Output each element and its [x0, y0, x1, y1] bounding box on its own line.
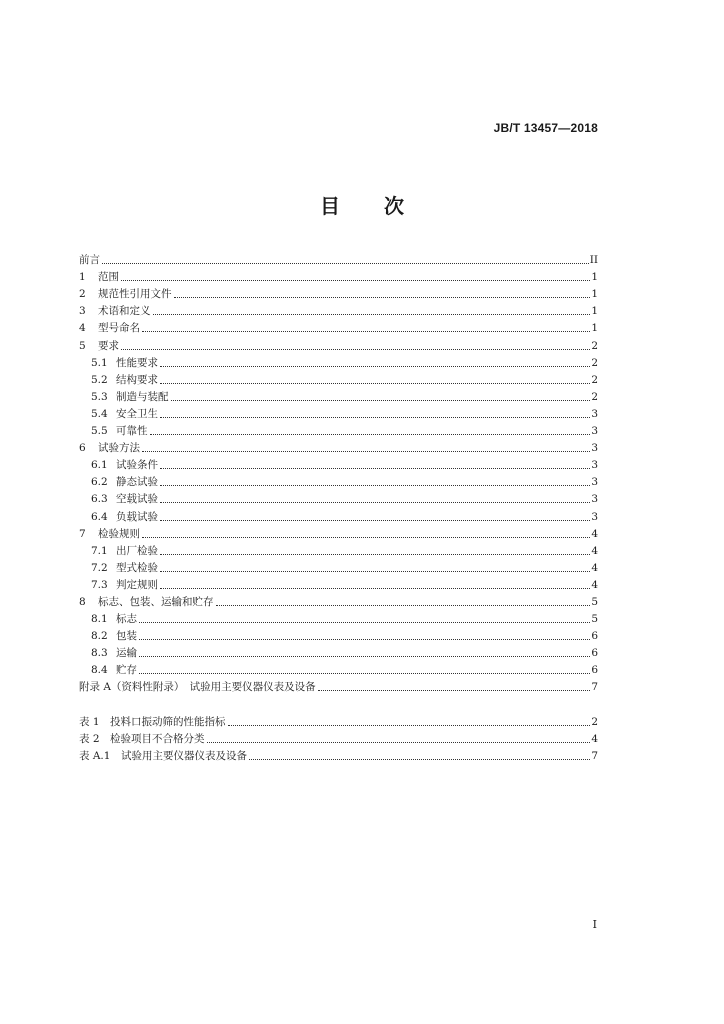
toc-entry-label	[91, 647, 137, 660]
toc-entry-text: 标志、包装、运输和贮存	[98, 595, 214, 608]
toc-entry[interactable]	[79, 677, 598, 694]
dot-leader	[121, 279, 590, 281]
toc-entry-text: 出厂检验	[116, 544, 158, 557]
dot-leader	[160, 587, 590, 589]
toc-entry[interactable]	[79, 250, 598, 267]
toc-entry-page: 4	[591, 544, 598, 557]
toc-entry-page: 7	[591, 749, 598, 762]
toc-entry-text: 制造与装配	[116, 390, 169, 403]
toc-entry[interactable]	[79, 472, 598, 489]
dot-leader	[150, 433, 591, 435]
toc-entry-label	[79, 340, 119, 353]
title-char-2: 次	[384, 194, 404, 218]
toc-entry-label	[79, 442, 140, 455]
toc-entry-label	[91, 664, 137, 677]
toc-entry[interactable]	[79, 370, 598, 387]
toc-entry[interactable]	[79, 746, 598, 763]
toc-entry-text: 负载试验	[116, 510, 158, 523]
toc-entry-page: II	[589, 254, 598, 267]
dot-leader	[139, 638, 590, 640]
toc-entry[interactable]	[79, 267, 598, 284]
dot-leader	[160, 519, 590, 521]
dot-leader	[160, 553, 590, 555]
toc-entry[interactable]	[79, 387, 598, 404]
toc-entry-text: 可靠性	[116, 425, 148, 438]
toc-entry-number: 7	[79, 527, 86, 540]
dot-leader	[102, 262, 589, 264]
toc-entry-label	[79, 733, 205, 746]
toc-entry-text: 静态试验	[116, 476, 158, 489]
toc-entry-page: 5	[591, 595, 598, 608]
toc-entry-text: 表 2 检验项目不合格分类	[79, 732, 205, 745]
toc-entry-text: 附录 A（资料性附录） 试验用主要仪器仪表及设备	[79, 681, 316, 694]
toc-entry[interactable]	[79, 318, 598, 335]
toc-entry-label	[79, 681, 316, 694]
toc-entry-number: 8.4	[91, 664, 108, 677]
toc-entry-text: 表 A.1 试验用主要仪器仪表及设备	[79, 749, 247, 762]
page-title	[0, 190, 724, 219]
toc-entry[interactable]	[79, 506, 598, 523]
dot-leader	[171, 399, 591, 401]
toc-entry-number: 5.4	[91, 407, 108, 420]
toc-entry-page: 1	[591, 305, 598, 318]
toc-entry-number: 5.1	[91, 356, 108, 369]
toc-entry-page: 2	[591, 339, 598, 352]
toc-entry[interactable]	[79, 284, 598, 301]
toc-entry[interactable]	[79, 489, 598, 506]
toc-entry-text: 性能要求	[116, 356, 158, 369]
toc-entry-number: 5.3	[91, 390, 108, 403]
toc-entry-label	[79, 528, 140, 541]
toc-entry-label	[91, 511, 158, 524]
toc-entry-page: 6	[591, 664, 598, 677]
dot-leader	[139, 621, 590, 623]
toc-entry-page: 2	[591, 715, 598, 728]
toc-entry-page: 4	[591, 732, 598, 745]
toc-entry-label	[91, 459, 158, 472]
toc-entry[interactable]	[79, 335, 598, 352]
toc-entry[interactable]	[79, 558, 598, 575]
toc-entry-label	[91, 562, 158, 575]
toc-entry-text: 前言	[79, 254, 100, 267]
toc-entry-label	[79, 596, 214, 609]
toc-entry-number: 6.2	[91, 476, 108, 489]
dot-leader	[160, 365, 590, 367]
dot-leader	[153, 313, 591, 315]
toc-entry-label	[91, 391, 169, 404]
toc-entry-page: 2	[591, 373, 598, 386]
toc-entry-label	[91, 613, 137, 626]
toc-entry-page: 4	[591, 527, 598, 540]
toc-entry-label	[79, 750, 247, 763]
toc-entry-text: 型号命名	[98, 322, 140, 335]
toc-entry-number: 6.1	[91, 459, 108, 472]
toc-entry-label	[91, 493, 158, 506]
toc-entry-label	[91, 425, 148, 438]
toc-entry-number: 7.1	[91, 544, 108, 557]
toc-entry-page: 3	[591, 442, 598, 455]
toc-entry-text: 运输	[116, 647, 137, 660]
toc-entry-page: 6	[591, 647, 598, 660]
dot-leader	[142, 330, 590, 332]
toc-entry-text: 试验方法	[98, 442, 140, 455]
toc-entry[interactable]	[79, 729, 598, 746]
toc-entry-page: 1	[591, 288, 598, 301]
toc-entry-page: 3	[591, 425, 598, 438]
dot-leader	[160, 467, 590, 469]
toc-entry[interactable]	[79, 575, 598, 592]
toc-entry[interactable]	[79, 301, 598, 318]
toc-entry[interactable]	[79, 609, 598, 626]
dot-leader	[142, 450, 590, 452]
toc-entry-text: 型式检验	[116, 561, 158, 574]
toc-entry-text: 规范性引用文件	[98, 288, 172, 301]
toc-entry-page: 1	[591, 322, 598, 335]
toc-entry-page: 6	[591, 630, 598, 643]
toc-entry-label	[91, 545, 158, 558]
toc-entry-page: 3	[591, 459, 598, 472]
title-char-1: 目	[320, 194, 340, 218]
toc-entry-page: 3	[591, 476, 598, 489]
toc-entry-page: 7	[591, 681, 598, 694]
toc-entry[interactable]	[79, 711, 598, 728]
toc-entry-number: 2	[79, 288, 86, 301]
toc-entry-page: 3	[591, 493, 598, 506]
toc-entry[interactable]	[79, 421, 598, 438]
toc-entry-page: 1	[591, 271, 598, 284]
toc-entry[interactable]	[79, 524, 598, 541]
toc-entry-label	[91, 374, 158, 387]
toc-entry-page: 3	[591, 510, 598, 523]
toc-entry-label	[79, 716, 226, 729]
toc-entries	[79, 250, 598, 694]
toc-entry-text: 范围	[98, 271, 119, 284]
list-of-tables	[79, 711, 598, 762]
toc-entry-page: 3	[591, 407, 598, 420]
toc-entry-text: 安全卫生	[116, 407, 158, 420]
page-number: I	[592, 918, 597, 931]
toc-entry-page: 4	[591, 561, 598, 574]
toc-entry-text: 贮存	[116, 664, 137, 677]
dot-leader	[139, 672, 590, 674]
dot-leader	[121, 348, 590, 350]
dot-leader	[142, 536, 590, 538]
toc-entry-number: 8	[79, 595, 86, 608]
toc-entry-number: 7.2	[91, 561, 108, 574]
standard-code: JB/T 13457—2018	[493, 121, 598, 135]
toc-entry-label	[91, 476, 158, 489]
toc-entry[interactable]	[79, 353, 598, 370]
toc-entry-number: 5.5	[91, 425, 108, 438]
toc-entry-page: 5	[591, 613, 598, 626]
toc-entry-number: 6	[79, 442, 86, 455]
dot-leader	[160, 416, 590, 418]
toc-entry-page: 2	[591, 390, 598, 403]
toc-entry[interactable]	[79, 541, 598, 558]
toc-entry-number: 6.4	[91, 510, 108, 523]
dot-leader	[160, 570, 590, 572]
toc-entry-number: 4	[79, 322, 86, 335]
dot-leader	[160, 484, 590, 486]
toc-entry[interactable]	[79, 592, 598, 609]
toc-entry-label	[91, 408, 158, 421]
dot-leader	[318, 689, 591, 691]
toc-entry-label	[91, 357, 158, 370]
toc-entry-number: 8.3	[91, 647, 108, 660]
toc-entry-label	[79, 288, 172, 301]
toc-entry-number: 6.3	[91, 493, 108, 506]
toc-entry-text: 判定规则	[116, 578, 158, 591]
dot-leader	[139, 655, 590, 657]
toc-entry-label	[91, 630, 137, 643]
toc-entry[interactable]	[79, 660, 598, 677]
toc-entry[interactable]	[79, 404, 598, 421]
toc-entry-text: 要求	[98, 339, 119, 352]
toc-entry[interactable]	[79, 455, 598, 472]
dot-leader	[207, 741, 591, 743]
toc-entry-label	[79, 271, 119, 284]
toc-entry[interactable]	[79, 643, 598, 660]
toc-entry-page: 4	[591, 578, 598, 591]
dot-leader	[228, 724, 591, 726]
toc-entry-label	[91, 579, 158, 592]
toc-entry-number: 1	[79, 271, 86, 284]
toc-entry-text: 术语和定义	[98, 305, 151, 318]
dot-leader	[174, 296, 591, 298]
toc-entry-text: 标志	[116, 613, 137, 626]
toc-entry-number: 8.2	[91, 630, 108, 643]
toc-entry-text: 包装	[116, 630, 137, 643]
toc-entry-number: 8.1	[91, 613, 108, 626]
toc-entry-number: 5	[79, 339, 86, 352]
dot-leader	[160, 382, 590, 384]
dot-leader	[160, 501, 590, 503]
toc-entry-text: 检验规则	[98, 527, 140, 540]
toc-entry-label	[79, 305, 151, 318]
toc-entry-label	[79, 322, 140, 335]
toc-entry-number: 5.2	[91, 373, 108, 386]
table-of-contents	[79, 250, 598, 763]
dot-leader	[249, 758, 590, 760]
toc-entry-label	[79, 254, 100, 267]
toc-entry-text: 试验条件	[116, 459, 158, 472]
toc-entry-text: 空载试验	[116, 493, 158, 506]
dot-leader	[216, 604, 591, 606]
toc-entry[interactable]	[79, 626, 598, 643]
toc-entry-number: 7.3	[91, 578, 108, 591]
toc-entry-text: 表 1 投料口振动筛的性能指标	[79, 715, 226, 728]
toc-entry-page: 2	[591, 356, 598, 369]
toc-entry[interactable]	[79, 438, 598, 455]
toc-entry-number: 3	[79, 305, 86, 318]
toc-entry-text: 结构要求	[116, 373, 158, 386]
